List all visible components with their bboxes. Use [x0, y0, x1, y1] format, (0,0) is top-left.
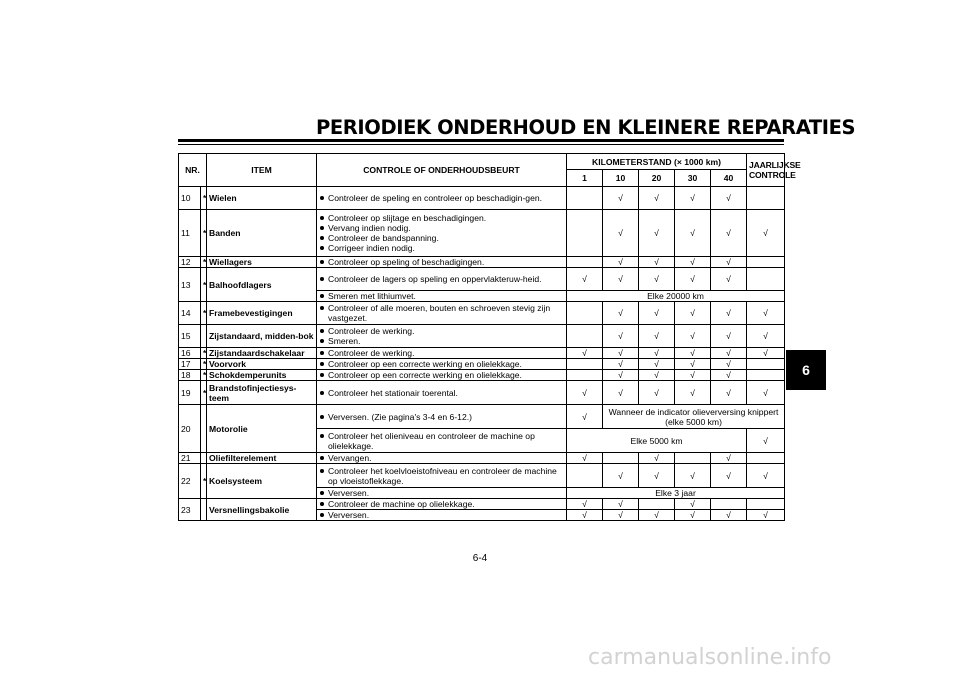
check-cell	[747, 359, 785, 370]
row-star: *	[201, 257, 207, 268]
row-star: *	[201, 464, 207, 499]
action-line: Controleer het stationair toerental.	[319, 388, 564, 398]
check-cell: √	[603, 302, 639, 325]
check-cell: √	[747, 510, 785, 521]
table-row	[179, 381, 785, 405]
row-star: *	[201, 381, 207, 405]
header-km-20: 20	[639, 170, 675, 187]
check-cell: √	[567, 348, 603, 359]
interval-cell: Elke 20000 km	[567, 291, 785, 302]
action-line: Smeren met lithiumvet.	[319, 291, 564, 301]
check-cell: √	[567, 381, 603, 405]
row-item: Zijstandaard, midden-bok	[207, 325, 317, 348]
row-action	[317, 381, 567, 405]
row-star: *	[201, 370, 207, 381]
check-cell	[567, 210, 603, 257]
check-cell: √	[567, 453, 603, 464]
action-line: Vervang indien nodig.	[319, 223, 564, 233]
table-row	[179, 405, 785, 429]
check-cell: √	[639, 381, 675, 405]
table-row	[179, 325, 785, 348]
check-cell: √	[711, 187, 747, 210]
check-cell: √	[675, 325, 711, 348]
check-cell	[747, 499, 785, 510]
row-number: 19	[179, 381, 201, 405]
check-cell: √	[711, 453, 747, 464]
check-cell	[567, 187, 603, 210]
row-item: Motorolie	[207, 405, 317, 453]
check-cell: √	[675, 464, 711, 488]
check-cell: √	[675, 257, 711, 268]
check-cell: √	[711, 510, 747, 521]
action-line: Corrigeer indien nodig.	[319, 243, 564, 253]
check-cell: √	[747, 429, 785, 453]
row-item: Banden	[207, 210, 317, 257]
check-cell	[567, 359, 603, 370]
row-item: Voorvork	[207, 359, 317, 370]
header-km-1: 1	[567, 170, 603, 187]
check-cell: √	[639, 210, 675, 257]
table-row	[179, 453, 785, 464]
check-cell: √	[711, 359, 747, 370]
check-cell: √	[711, 464, 747, 488]
header-annual: JAARLIJKSE CONTROLE	[747, 154, 785, 187]
action-line: Controleer op een correcte werking en olielekkage.	[319, 359, 564, 369]
row-star: *	[201, 210, 207, 257]
check-cell: √	[603, 370, 639, 381]
check-cell: √	[603, 268, 639, 291]
check-cell: √	[603, 348, 639, 359]
row-number: 13	[179, 268, 201, 302]
action-line: Verversen.	[319, 510, 564, 520]
row-action	[317, 302, 567, 325]
table-row	[179, 348, 785, 359]
row-number: 15	[179, 325, 201, 348]
header-km-10: 10	[603, 170, 639, 187]
check-cell	[567, 325, 603, 348]
row-action	[317, 257, 567, 268]
check-cell: √	[603, 499, 639, 510]
check-cell: √	[603, 510, 639, 521]
row-item: Zijstandaardschakelaar	[207, 348, 317, 359]
table-row	[179, 464, 785, 488]
check-cell: √	[639, 268, 675, 291]
row-item: Wiellagers	[207, 257, 317, 268]
check-cell: √	[747, 210, 785, 257]
check-cell: √	[675, 302, 711, 325]
check-cell: √	[747, 348, 785, 359]
table-row	[179, 359, 785, 370]
row-number: 21	[179, 453, 201, 464]
check-cell: √	[747, 464, 785, 488]
check-cell: √	[711, 325, 747, 348]
action-line: Controleer op een correcte werking en olielekkage.	[319, 370, 564, 380]
check-cell	[567, 302, 603, 325]
row-number: 11	[179, 210, 201, 257]
check-cell: √	[603, 210, 639, 257]
page-title: PERIODIEK ONDERHOUD EN KLEINERE REPARATIES	[316, 116, 856, 139]
action-line: Controleer op slijtage en beschadigingen.	[319, 213, 564, 223]
row-number: 22	[179, 464, 201, 499]
action-line: Controleer de werking.	[319, 326, 564, 336]
check-cell: √	[675, 348, 711, 359]
check-cell	[747, 370, 785, 381]
row-action	[317, 488, 567, 499]
check-cell: √	[567, 268, 603, 291]
row-item: Versnellingsbakolie	[207, 499, 317, 521]
title-rule-thin	[178, 144, 784, 145]
check-cell: √	[603, 381, 639, 405]
check-cell: √	[639, 325, 675, 348]
check-cell: √	[567, 405, 603, 429]
row-action	[317, 268, 567, 291]
table-row	[179, 257, 785, 268]
header-check: CONTROLE OF ONDERHOUDSBEURT	[317, 154, 567, 187]
row-number: 17	[179, 359, 201, 370]
row-item: Brandstofinjectiesys-teem	[207, 381, 317, 405]
check-cell: √	[711, 210, 747, 257]
header-item: ITEM	[207, 154, 317, 187]
check-cell	[747, 268, 785, 291]
check-cell: √	[675, 187, 711, 210]
header-km-30: 30	[675, 170, 711, 187]
interval-cell: Elke 5000 km	[567, 429, 747, 453]
check-cell: √	[639, 302, 675, 325]
table-row	[179, 268, 785, 291]
row-number: 20	[179, 405, 201, 453]
check-cell: √	[639, 370, 675, 381]
check-cell: √	[711, 257, 747, 268]
action-line: Controleer de werking.	[319, 348, 564, 358]
check-cell	[567, 257, 603, 268]
check-cell: √	[567, 510, 603, 521]
action-line: Controleer of alle moeren, bouten en schroeven stevig zijn vastgezet.	[319, 303, 564, 323]
row-action	[317, 359, 567, 370]
row-item: Oliefilterelement	[207, 453, 317, 464]
row-action	[317, 429, 567, 453]
row-number: 18	[179, 370, 201, 381]
table-row	[179, 210, 785, 257]
action-line: Verversen. (Zie pagina's 3-4 en 6-12.)	[319, 412, 564, 422]
check-cell: √	[603, 325, 639, 348]
check-cell: √	[603, 187, 639, 210]
check-cell: √	[675, 268, 711, 291]
row-action	[317, 210, 567, 257]
check-cell: √	[639, 257, 675, 268]
action-line: Controleer op speling of beschadigingen.	[319, 257, 564, 267]
action-line: Verversen.	[319, 488, 564, 498]
check-cell: √	[747, 302, 785, 325]
header-nr: NR.	[179, 154, 207, 187]
row-item: Framebevestigingen	[207, 302, 317, 325]
table-body	[179, 187, 785, 521]
row-action	[317, 370, 567, 381]
row-star: *	[201, 302, 207, 325]
action-line: Smeren.	[319, 336, 564, 346]
action-line: Controleer de bandspanning.	[319, 233, 564, 243]
check-cell: √	[639, 187, 675, 210]
check-cell: √	[639, 464, 675, 488]
page-number: 6-4	[472, 553, 488, 564]
check-cell	[567, 464, 603, 488]
row-action	[317, 187, 567, 210]
row-item: Koelsysteem	[207, 464, 317, 499]
row-star: *	[201, 359, 207, 370]
check-cell	[747, 257, 785, 268]
check-cell	[747, 453, 785, 464]
row-item: Wielen	[207, 187, 317, 210]
action-line: Controleer het koelvloeistofniveau en controleer de machine op vloeistoflekkage.	[319, 466, 564, 486]
row-star: *	[201, 348, 207, 359]
check-cell	[675, 453, 711, 464]
row-action	[317, 510, 567, 521]
check-cell: √	[639, 359, 675, 370]
check-cell: √	[675, 359, 711, 370]
check-cell: √	[711, 381, 747, 405]
row-action	[317, 405, 567, 429]
action-line: Controleer de lagers op speling en oppervlakteruw-heid.	[319, 274, 564, 284]
check-cell: √	[675, 210, 711, 257]
check-cell: √	[675, 370, 711, 381]
check-cell: √	[711, 302, 747, 325]
header-odometer: KILOMETERSTAND (× 1000 km)	[567, 154, 747, 170]
check-cell: √	[567, 499, 603, 510]
check-cell: √	[675, 510, 711, 521]
row-action	[317, 291, 567, 302]
row-star: *	[201, 268, 207, 302]
check-cell: √	[675, 499, 711, 510]
action-line: Controleer de speling en controleer op beschadigin-gen.	[319, 193, 564, 203]
check-cell	[711, 499, 747, 510]
row-item: Balhoofdlagers	[207, 268, 317, 302]
table-row	[179, 370, 785, 381]
interval-cell: Wanneer de indicator olieverversing knippert (elke 5000 km)	[603, 405, 785, 429]
action-line: Vervangen.	[319, 453, 564, 463]
check-cell: √	[747, 325, 785, 348]
action-line: Controleer de machine op olielekkage.	[319, 499, 564, 509]
table-row	[179, 499, 785, 510]
check-cell	[747, 187, 785, 210]
check-cell: √	[711, 348, 747, 359]
row-number: 12	[179, 257, 201, 268]
table-row	[179, 187, 785, 210]
row-item: Schokdemperunits	[207, 370, 317, 381]
row-number: 10	[179, 187, 201, 210]
check-cell	[639, 499, 675, 510]
check-cell: √	[603, 359, 639, 370]
chapter-tab: 6	[786, 350, 826, 390]
check-cell: √	[639, 453, 675, 464]
table-row	[179, 302, 785, 325]
check-cell: √	[603, 464, 639, 488]
row-star: *	[201, 187, 207, 210]
check-cell: √	[711, 268, 747, 291]
interval-cell: Elke 3 jaar	[567, 488, 785, 499]
action-line: Controleer het olieniveau en controleer de machine op olielekkage.	[319, 431, 564, 451]
row-action	[317, 348, 567, 359]
row-number: 16	[179, 348, 201, 359]
check-cell: √	[747, 381, 785, 405]
check-cell: √	[675, 381, 711, 405]
maintenance-table	[178, 153, 801, 521]
check-cell: √	[711, 370, 747, 381]
check-cell	[603, 453, 639, 464]
title-rule	[178, 139, 784, 142]
row-action	[317, 453, 567, 464]
row-number: 14	[179, 302, 201, 325]
row-action	[317, 499, 567, 510]
check-cell: √	[639, 348, 675, 359]
row-action	[317, 464, 567, 488]
check-cell	[567, 370, 603, 381]
row-number: 23	[179, 499, 201, 521]
check-cell: √	[639, 510, 675, 521]
header-km-40: 40	[711, 170, 747, 187]
check-cell: √	[603, 257, 639, 268]
row-action	[317, 325, 567, 348]
watermark: carmanualsonline.info	[588, 645, 832, 670]
